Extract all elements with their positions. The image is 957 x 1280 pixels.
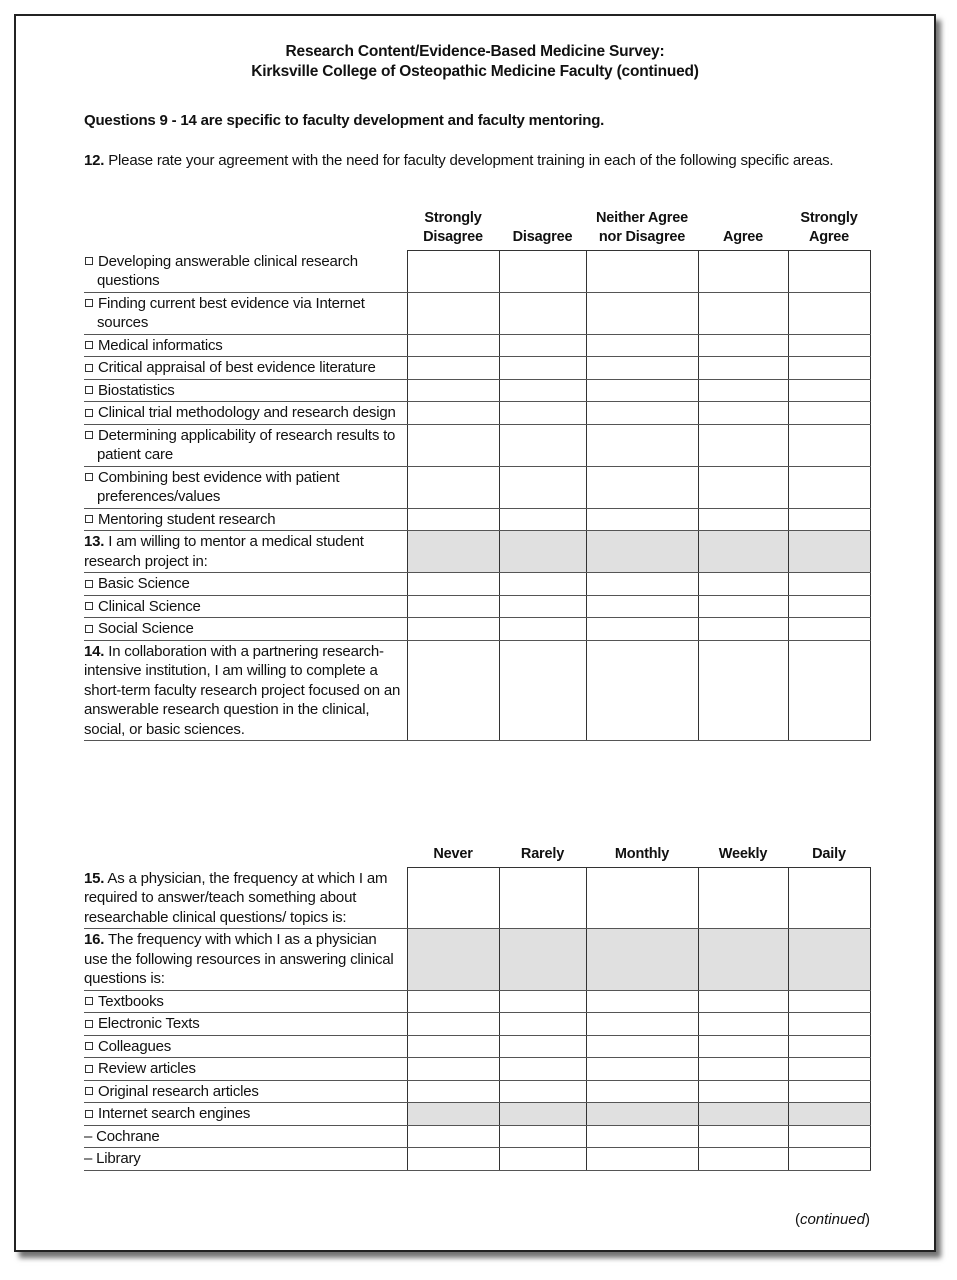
question-number: 15. <box>84 869 105 887</box>
section-intro: Questions 9 - 14 are specific to faculty development and faculty mentoring. <box>84 112 605 129</box>
frequency-header-row <box>84 845 870 868</box>
checkbox-icon[interactable] <box>85 997 93 1005</box>
response-cell-neither[interactable] <box>586 402 698 425</box>
title-line-2: Kirksville College of Osteopathic Medicine Faculty (continued) <box>251 63 699 80</box>
response-cell-strongly-disagree[interactable] <box>407 424 499 466</box>
response-cell-strongly-agree[interactable] <box>788 292 870 334</box>
response-cell-weekly[interactable] <box>698 1125 788 1148</box>
table-row <box>84 929 870 991</box>
question-text: As a physician, the frequency at which I am required to answer/teach something about researchable clinical questions/ topics is: <box>84 869 388 926</box>
response-cell-monthly[interactable] <box>586 1035 698 1058</box>
response-cell-strongly-disagree[interactable] <box>407 292 499 334</box>
response-cell-daily[interactable] <box>788 1035 870 1058</box>
table-row <box>84 1013 870 1036</box>
row-label <box>84 292 407 334</box>
response-cell-daily[interactable] <box>788 868 870 929</box>
row-label-text: Original research articles <box>98 1082 259 1100</box>
question-number: 12. <box>84 152 105 169</box>
response-cell-agree[interactable] <box>698 357 788 380</box>
table-row <box>84 595 870 618</box>
title-line-1: Research Content/Evidence-Based Medicine Survey: <box>285 43 665 60</box>
document-title <box>16 42 934 82</box>
question-text: The frequency with which I as a physician use the following resources in answering clinical questions is: <box>84 931 394 987</box>
checkbox-icon[interactable] <box>85 299 93 307</box>
response-cell-neither[interactable] <box>586 595 698 618</box>
row-label <box>84 531 407 573</box>
response-cell-rarely <box>499 929 586 991</box>
response-cell-rarely[interactable] <box>499 1125 586 1148</box>
response-cell-monthly[interactable] <box>586 990 698 1013</box>
checkbox-icon[interactable] <box>85 364 93 372</box>
response-cell-disagree[interactable] <box>499 424 586 466</box>
frequency-table <box>84 845 871 1171</box>
response-cell-strongly-agree[interactable] <box>788 595 870 618</box>
response-cell-daily <box>788 929 870 991</box>
response-cell-never[interactable] <box>407 1058 499 1081</box>
response-cell-weekly[interactable] <box>698 1035 788 1058</box>
response-cell-strongly-agree[interactable] <box>788 424 870 466</box>
col-weekly: Weekly <box>718 846 768 862</box>
table-row <box>84 424 870 466</box>
response-cell-rarely[interactable] <box>499 1080 586 1103</box>
row-label <box>84 466 407 508</box>
table-row <box>84 1035 870 1058</box>
checkbox-icon[interactable] <box>85 580 93 588</box>
row-label-text: Determining applicability of research results to patient care <box>97 426 396 463</box>
table-row <box>84 334 870 357</box>
response-cell-weekly <box>698 929 788 991</box>
row-label-text: Critical appraisal of best evidence literature <box>98 359 376 376</box>
response-cell-neither[interactable] <box>586 379 698 402</box>
row-label <box>84 508 407 531</box>
checkbox-icon[interactable] <box>85 341 93 349</box>
row-label <box>84 357 407 380</box>
checkbox-icon[interactable] <box>85 386 93 394</box>
response-cell-never[interactable] <box>407 868 499 929</box>
response-cell-strongly-agree[interactable] <box>788 466 870 508</box>
response-cell-rarely[interactable] <box>499 1148 586 1171</box>
response-cell-strongly-disagree[interactable] <box>407 640 499 741</box>
response-cell-strongly-disagree <box>407 531 499 573</box>
checkbox-icon[interactable] <box>85 602 93 610</box>
table-row <box>84 357 870 380</box>
row-label-text: Social Science <box>98 620 194 637</box>
response-cell-neither[interactable] <box>586 251 698 293</box>
response-cell-monthly[interactable] <box>586 868 698 929</box>
response-cell-agree[interactable] <box>698 466 788 508</box>
question-12 <box>84 151 844 171</box>
row-label <box>84 379 407 402</box>
col-daily: Daily <box>812 846 846 862</box>
row-label <box>84 618 407 641</box>
response-cell-weekly[interactable] <box>698 1058 788 1081</box>
continued-note: (continued) <box>794 1211 870 1228</box>
response-cell-neither[interactable] <box>586 292 698 334</box>
response-cell-strongly-disagree[interactable] <box>407 595 499 618</box>
row-label <box>84 251 407 293</box>
row-label <box>84 402 407 425</box>
response-cell-never[interactable] <box>407 1125 499 1148</box>
checkbox-icon[interactable] <box>85 409 93 417</box>
response-cell-strongly-disagree[interactable] <box>407 508 499 531</box>
response-cell-disagree[interactable] <box>499 402 586 425</box>
checkbox-icon[interactable] <box>85 431 93 439</box>
response-cell-never[interactable] <box>407 1080 499 1103</box>
response-cell-disagree[interactable] <box>499 466 586 508</box>
response-cell-monthly[interactable] <box>586 1013 698 1036</box>
response-cell-neither[interactable] <box>586 640 698 741</box>
response-cell-strongly-disagree[interactable] <box>407 573 499 596</box>
row-label <box>84 1013 407 1036</box>
response-cell-agree[interactable] <box>698 379 788 402</box>
response-cell-daily[interactable] <box>788 1080 870 1103</box>
checkbox-icon[interactable] <box>85 1110 93 1118</box>
table-row <box>84 618 870 641</box>
table-row <box>84 990 870 1013</box>
response-cell-agree[interactable] <box>698 618 788 641</box>
response-cell-neither[interactable] <box>586 424 698 466</box>
checkbox-icon[interactable] <box>85 1087 93 1095</box>
question-number: 14. <box>84 642 105 660</box>
row-label-text: Review articles <box>98 1060 196 1077</box>
col-neither: Neither Agree nor Disagree <box>596 210 688 245</box>
response-cell-never[interactable] <box>407 990 499 1013</box>
response-cell-strongly-disagree[interactable] <box>407 379 499 402</box>
row-label <box>84 334 407 357</box>
response-cell-strongly-disagree[interactable] <box>407 402 499 425</box>
response-cell-disagree[interactable] <box>499 334 586 357</box>
col-agree: Agree <box>722 229 764 245</box>
row-label <box>84 424 407 466</box>
response-cell-disagree <box>499 531 586 573</box>
col-rarely: Rarely <box>520 846 565 862</box>
table-row <box>84 573 870 596</box>
row-label <box>84 1035 407 1058</box>
response-cell-never <box>407 1103 499 1126</box>
table-row <box>84 1148 870 1171</box>
col-never: Never <box>433 846 473 862</box>
response-cell-disagree[interactable] <box>499 357 586 380</box>
agreement-header-row <box>84 209 870 251</box>
row-label-text: Colleagues <box>98 1037 172 1055</box>
agreement-table <box>84 209 871 741</box>
checkbox-icon[interactable] <box>85 625 93 633</box>
response-cell-daily[interactable] <box>788 1125 870 1148</box>
row-label-text: Basic Science <box>98 575 190 592</box>
row-label-text: Developing answerable clinical research questions <box>97 252 358 289</box>
response-cell-never[interactable] <box>407 1035 499 1058</box>
response-cell-strongly-agree[interactable] <box>788 379 870 402</box>
response-cell-neither[interactable] <box>586 508 698 531</box>
response-cell-never <box>407 929 499 991</box>
row-label <box>84 640 407 741</box>
response-cell-daily[interactable] <box>788 1148 870 1171</box>
response-cell-neither[interactable] <box>586 466 698 508</box>
response-cell-agree[interactable] <box>698 292 788 334</box>
response-cell-strongly-agree[interactable] <box>788 640 870 741</box>
checkbox-icon[interactable] <box>85 257 93 265</box>
survey-page <box>14 14 936 1252</box>
response-cell-strongly-disagree[interactable] <box>407 357 499 380</box>
row-label-text: Mentoring student research <box>98 510 276 528</box>
response-cell-strongly-agree[interactable] <box>788 357 870 380</box>
response-cell-strongly-agree[interactable] <box>788 251 870 293</box>
response-cell-disagree[interactable] <box>499 595 586 618</box>
row-label <box>84 1148 407 1171</box>
response-cell-neither[interactable] <box>586 573 698 596</box>
table-row <box>84 1125 870 1148</box>
response-cell-strongly-agree[interactable] <box>788 334 870 357</box>
response-cell-strongly-disagree[interactable] <box>407 251 499 293</box>
table-row <box>84 1058 870 1081</box>
table-row <box>84 640 870 741</box>
row-label <box>84 929 407 991</box>
row-label <box>84 1125 407 1148</box>
checkbox-icon[interactable] <box>85 1065 93 1073</box>
response-cell-rarely[interactable] <box>499 1013 586 1036</box>
table-row <box>84 531 870 573</box>
response-cell-agree[interactable] <box>698 402 788 425</box>
response-cell-strongly-disagree[interactable] <box>407 466 499 508</box>
col-strongly-disagree: Strongly Disagree <box>423 210 483 245</box>
question-text: In collaboration with a partnering research-intensive institution, I am willing to complete a short-term faculty research project focused on an answerable research question in the clinical, social, or basic sciences. <box>84 642 401 738</box>
response-cell-rarely <box>499 1103 586 1126</box>
question-number: 16. <box>84 931 105 948</box>
response-cell-monthly <box>586 1103 698 1126</box>
response-cell-strongly-agree[interactable] <box>788 618 870 641</box>
table-row <box>84 402 870 425</box>
response-cell-rarely[interactable] <box>499 1035 586 1058</box>
checkbox-icon[interactable] <box>85 1020 93 1028</box>
row-label-text: Clinical Science <box>98 597 201 615</box>
response-cell-strongly-agree[interactable] <box>788 402 870 425</box>
row-label-text: Electronic Texts <box>98 1015 200 1032</box>
response-cell-agree[interactable] <box>698 251 788 293</box>
question-number: 13. <box>84 533 105 550</box>
table-row <box>84 292 870 334</box>
response-cell-neither <box>586 531 698 573</box>
table-row <box>84 466 870 508</box>
response-cell-disagree[interactable] <box>499 640 586 741</box>
response-cell-disagree[interactable] <box>499 618 586 641</box>
table-row <box>84 508 870 531</box>
row-label <box>84 990 407 1013</box>
response-cell-weekly <box>698 1103 788 1126</box>
response-cell-monthly <box>586 929 698 991</box>
row-label-text: Biostatistics <box>98 381 175 399</box>
response-cell-agree <box>698 531 788 573</box>
checkbox-icon[interactable] <box>85 1042 93 1050</box>
row-label-text: – Library <box>84 1150 141 1167</box>
row-label-text: Finding current best evidence via Internet sources <box>97 294 365 331</box>
response-cell-daily[interactable] <box>788 1013 870 1036</box>
response-cell-monthly[interactable] <box>586 1058 698 1081</box>
response-cell-agree[interactable] <box>698 334 788 357</box>
response-cell-strongly-disagree[interactable] <box>407 334 499 357</box>
row-label-text: Medical informatics <box>98 336 223 354</box>
response-cell-disagree[interactable] <box>499 251 586 293</box>
response-cell-weekly[interactable] <box>698 990 788 1013</box>
response-cell-daily[interactable] <box>788 1058 870 1081</box>
response-cell-neither[interactable] <box>586 334 698 357</box>
row-label <box>84 1058 407 1081</box>
table-row <box>84 1080 870 1103</box>
response-cell-monthly[interactable] <box>586 1080 698 1103</box>
response-cell-rarely[interactable] <box>499 1058 586 1081</box>
table-row <box>84 868 870 929</box>
response-cell-monthly[interactable] <box>586 1148 698 1171</box>
table-row <box>84 1103 870 1126</box>
response-cell-neither[interactable] <box>586 618 698 641</box>
row-label-text: Internet search engines <box>98 1105 251 1122</box>
checkbox-icon[interactable] <box>85 515 93 523</box>
response-cell-daily <box>788 1103 870 1126</box>
response-cell-agree[interactable] <box>698 508 788 531</box>
row-label <box>84 595 407 618</box>
question-text: Please rate your agreement with the need for faculty development training in each of the following specific areas. <box>104 152 834 169</box>
response-cell-weekly[interactable] <box>698 1013 788 1036</box>
checkbox-icon[interactable] <box>85 473 93 481</box>
row-label-text: Clinical trial methodology and research design <box>98 404 396 421</box>
row-label <box>84 1103 407 1126</box>
response-cell-agree[interactable] <box>698 640 788 741</box>
row-label <box>84 1080 407 1103</box>
response-cell-agree[interactable] <box>698 424 788 466</box>
response-cell-weekly[interactable] <box>698 1148 788 1171</box>
row-label-text: Combining best evidence with patient preferences/values <box>97 468 340 505</box>
response-cell-neither[interactable] <box>586 357 698 380</box>
row-label-text: – Cochrane <box>84 1127 160 1145</box>
response-cell-disagree[interactable] <box>499 508 586 531</box>
response-cell-disagree[interactable] <box>499 292 586 334</box>
response-cell-strongly-agree[interactable] <box>788 573 870 596</box>
col-strongly-agree: Strongly Agree <box>800 210 858 245</box>
response-cell-disagree[interactable] <box>499 379 586 402</box>
response-cell-weekly[interactable] <box>698 1080 788 1103</box>
response-cell-strongly-agree[interactable] <box>788 508 870 531</box>
col-monthly: Monthly <box>614 846 670 862</box>
col-disagree: Disagree <box>512 229 573 245</box>
response-cell-strongly-disagree[interactable] <box>407 618 499 641</box>
response-cell-never[interactable] <box>407 1148 499 1171</box>
question-text: I am willing to mentor a medical student research project in: <box>84 533 364 570</box>
response-cell-daily[interactable] <box>788 990 870 1013</box>
response-cell-agree[interactable] <box>698 595 788 618</box>
response-cell-agree[interactable] <box>698 573 788 596</box>
table-row <box>84 251 870 293</box>
response-cell-rarely[interactable] <box>499 990 586 1013</box>
response-cell-never[interactable] <box>407 1013 499 1036</box>
row-label-text: Textbooks <box>98 992 164 1010</box>
response-cell-monthly[interactable] <box>586 1125 698 1148</box>
response-cell-disagree[interactable] <box>499 573 586 596</box>
response-cell-rarely[interactable] <box>499 868 586 929</box>
table-row <box>84 379 870 402</box>
response-cell-weekly[interactable] <box>698 868 788 929</box>
row-label <box>84 573 407 596</box>
row-label <box>84 868 407 929</box>
response-cell-strongly-agree <box>788 531 870 573</box>
